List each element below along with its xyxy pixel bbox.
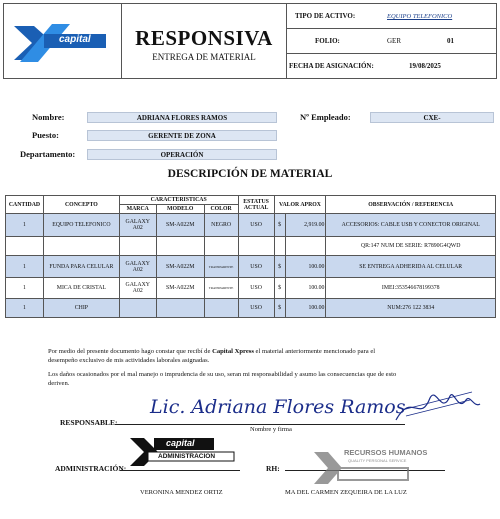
rh-label: RH: [266, 464, 280, 473]
nombre-firma-caption: Nombre y firma [250, 426, 292, 433]
col-marca: MARCA [119, 205, 156, 214]
responsable-scribble [392, 386, 482, 431]
tipo-activo-value: EQUIPO TELEFONICO [387, 13, 453, 20]
table-row: 1 EQUIPO TELEFONICO GALAXY A02 SM-A022M NEGRO USO $ 2,919.00 ACCESORIOS: CABLE USB Y CONECTOR ORIGINAL [6, 214, 496, 237]
table-row: 1 FUNDA PARA CELULAR GALAXY A02 SM-A022M TRANSPARENTE USO $ 100.00 SE ENTREGA ADHERIDA AL CELULAR [6, 256, 496, 278]
table-row: QR:147 NUM DE SERIE: R7890G4QWD [6, 237, 496, 256]
num-empleado-field: CXE- [370, 112, 494, 123]
page-subtitle: ENTREGA DE MATERIAL [152, 52, 256, 62]
admin-stamp-bottom: ADMINISTRACION [158, 453, 216, 460]
table-row: 1 MICA DE CRISTAL GALAXY A02 SM-A022M TRANSPARENTE USO $ 100.00 IMEI:353546678199378 [6, 278, 496, 299]
col-color: COLOR [204, 205, 238, 214]
admin-stamp [128, 432, 238, 470]
rh-stamp-mid: QUALITY PERSONAL SERVICE [348, 458, 407, 463]
responsable-line [115, 424, 405, 425]
statement-paragraph-2: Los daños ocasionados por el mal manejo o imprudencia de su uso, seran mi responsabilidad y asumo las consecuencias que de esto deriven. [48, 371, 397, 387]
statement-paragraph-1: Por medio del presente documento hago constar que recibí de Capital Xpress el material anteriormente mencionado para el desempeño exclusivo de mis actividades laborales asignadas. [48, 348, 376, 364]
page-title: RESPONSIVA [135, 26, 273, 50]
responsable-signature: Lic. Adriana Flores Ramos [150, 396, 406, 418]
departamento-field: OPERACIÓN [87, 149, 277, 160]
administracion-line [120, 470, 240, 471]
material-table [5, 195, 496, 318]
fecha-label: FECHA DE ASIGNACIÓN: [289, 62, 374, 70]
num-empleado-label: Nº Empleado: [300, 112, 351, 122]
section-title: DESCRIPCIÓN DE MATERIAL [167, 168, 333, 180]
folio-label: FOLIO: [315, 37, 340, 45]
folio-prefix: GER [387, 37, 401, 45]
puesto-label: Puesto: [32, 130, 59, 140]
logo-text: capital [59, 34, 91, 45]
puesto-field: GERENTE DE ZONA [87, 130, 277, 141]
col-valor: VALOR APROX [274, 196, 326, 214]
admin-stamp-top: capital [166, 438, 195, 448]
col-cantidad: CANTIDAD [6, 196, 44, 214]
col-caracteristicas: CARACTERISTICAS [119, 196, 238, 205]
administracion-label: ADMINISTRACIÓN: [55, 464, 127, 473]
rh-stamp [308, 444, 438, 488]
fecha-value: 19/08/2025 [409, 62, 441, 70]
nombre-label: Nombre: [32, 112, 65, 122]
table-row: 1 CHIP USO $ 100.00 NUM:276 122 3834 [6, 299, 496, 318]
company-name: Capital Xpress [212, 348, 254, 355]
col-observacion: OBSERVACIÓN / REFERENCIA [326, 196, 496, 214]
tipo-activo-label: TIPO DE ACTIVO: [295, 12, 356, 20]
departamento-label: Departamento: [20, 149, 76, 159]
folio-number: 01 [447, 37, 454, 45]
col-modelo: MODELO [156, 205, 204, 214]
col-estatus: ESTATUS ACTUAL [238, 196, 274, 214]
logo [4, 4, 122, 78]
title-block [122, 4, 287, 78]
administracion-name: VERONINA MENDEZ ORTIZ [140, 489, 223, 496]
signature-scribble-icon [392, 386, 482, 426]
col-concepto: CONCEPTO [43, 196, 119, 214]
rh-stamp-top: RECURSOS HUMANOS [344, 448, 428, 457]
rh-name: MA DEL CARMEN ZEQUEIRA DE LA LUZ [285, 489, 407, 496]
nombre-field: ADRIANA FLORES RAMOS [87, 112, 277, 123]
responsable-label: RESPONSABLE: [60, 418, 118, 427]
